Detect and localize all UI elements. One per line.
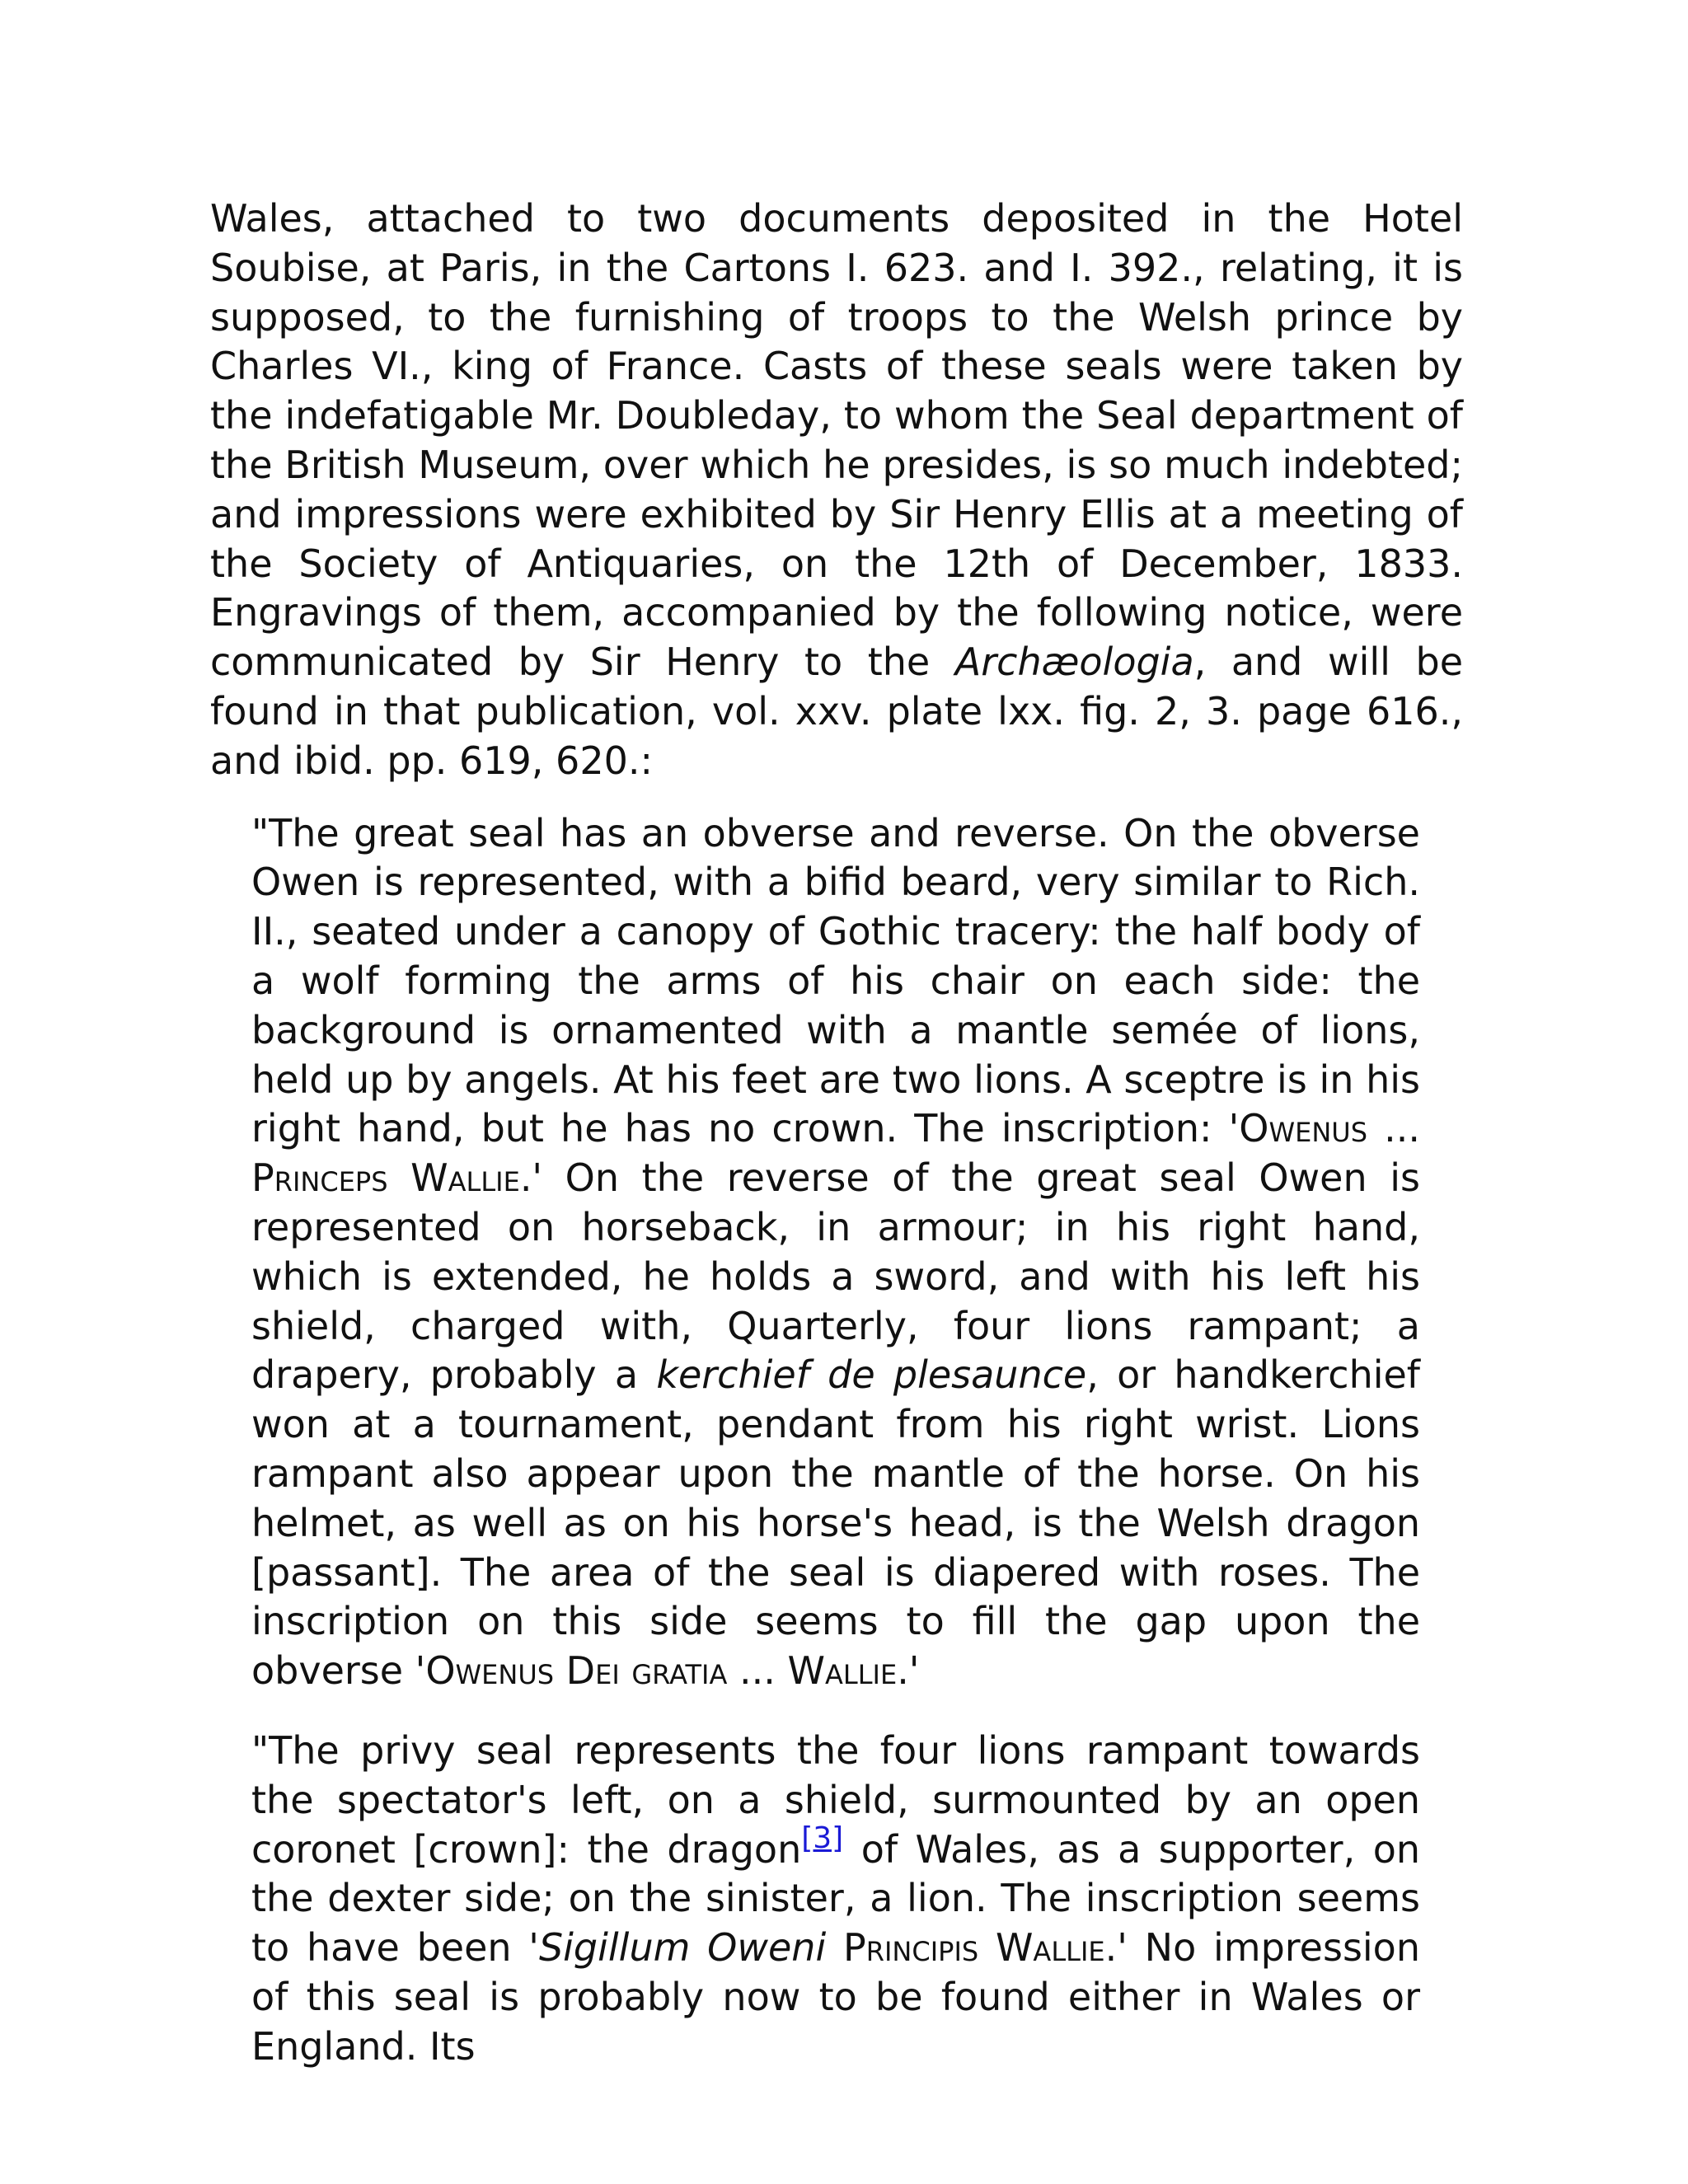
lead-text-1: Wales, attached to two documents deposited in the Hotel Soubise, at Paris, in the Cartons I. 623. and I. 392., relating, it is supposed, to the furnishing of troops to the Welsh prince by Charles VI., king of France. Casts of these seals were taken by the indefatigable Mr. Doubleday, to whom the Seal department of the British Museum, over which he presides, is so much indebted; and impressions were exhibited by Sir Henry Ellis at a meeting of the Society of Antiquaries, on the 12th of December, 1833. Engravings of them, accompanied by the following notice, were communicated by Sir Henry to the <box>210 196 1463 685</box>
quote1-text-a: "The great seal has an obverse and reverse. On the obverse Owen is represented, with a bifid beard, very similar to Rich. II., seated under a canopy of Gothic tracery: the half body of a wolf forming the arms of his chair on each side: the background is ornamented with a mantle semée of lions, held up by angels. At his feet are two lions. A sceptre is in his right hand, but he has no crown. The inscription: ' <box>251 810 1420 1151</box>
quote2-text-c: .' No impression of this seal is probably now to be found either in Wales or England. Its <box>251 1925 1420 2069</box>
privy-seal-quote <box>251 1727 1420 2072</box>
quote1-text-b: .' On the reverse of the great seal Owen is represented on horseback, in armour; in his right hand, which is extended, he holds a sword, and with his left his shield, charged with, Quarterly, four lions rampant; a drapery, probably a <box>251 1155 1420 1398</box>
journal-title: Archæologia <box>954 640 1194 685</box>
privy-inscription-italic: Sigillum Oweni <box>538 1925 827 1971</box>
quote2-text-a: "The privy seal represents the four lions rampant towards the spectator's left, on a shield, surmounted by an open coronet [crown]: the dragon <box>251 1727 1420 1872</box>
kerchief-term: kerchief de plesaunce <box>656 1352 1087 1398</box>
quote1-text-d: .' <box>897 1648 920 1694</box>
footnote-link[interactable]: [3] <box>801 1821 844 1855</box>
reverse-inscription: Owenus Dei gratia ... Wallie <box>425 1648 898 1694</box>
obverse-inscription: Owenus ... Princeps Wallie <box>251 1106 1420 1201</box>
lead-paragraph <box>210 194 1463 786</box>
footnote-ref <box>801 1821 843 1855</box>
quote1-text-c: , or handkerchief won at a tournament, pendant from his right wrist. Lions rampant also appear upon the mantle of the horse. On his helmet, as well as on his horse's head, is the Welsh dragon [passant]. The area of the seal is diapered with roses. The inscription on this side seems to fill the gap upon the obverse ' <box>251 1352 1420 1694</box>
lead-text-2: , and will be found in that publication, vol. xxv. plate lxx. fig. 2, 3. page 616., and ibid. pp. 619, 620.: <box>210 640 1463 783</box>
page-body <box>210 194 1463 2071</box>
great-seal-quote <box>251 809 1420 1696</box>
privy-inscription-smallcaps: Principis Wallie <box>843 1925 1105 1971</box>
quote2-text-b: of Wales, as a supporter, on the dexter side; on the sinister, a lion. The inscription seems to have been ' <box>251 1826 1420 1971</box>
